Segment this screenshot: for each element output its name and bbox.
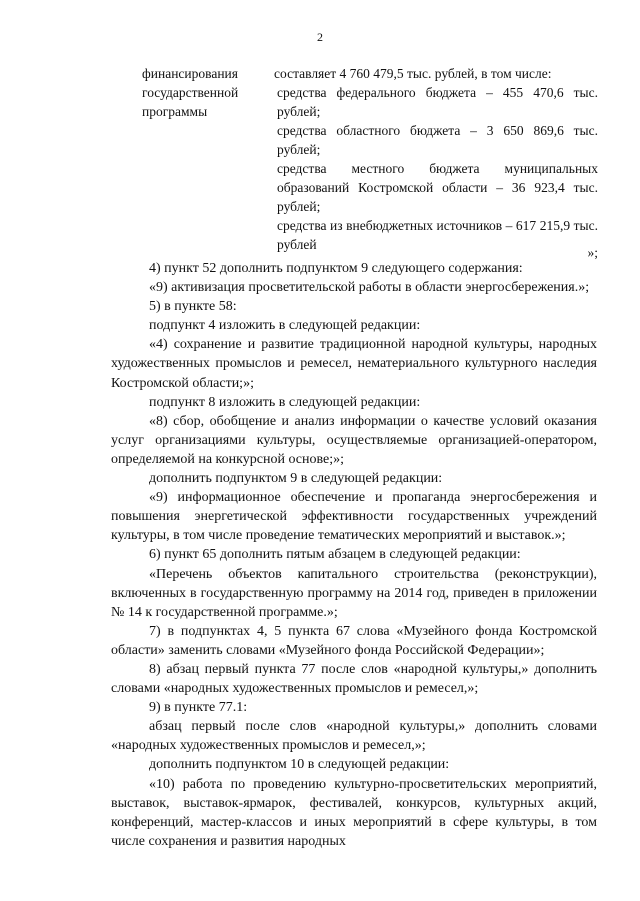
paragraph: подпункт 4 изложить в следующей редакции: (149, 318, 421, 334)
funding-total: составляет 4 760 479,5 тыс. рублей, в том числе: (274, 66, 552, 81)
paragraph: «Перечень объектов капитального строительства (реконструкции), включенных в государственную программу на 2014 год, приведен в приложении № 14 к государственной программе.»; (111, 566, 597, 620)
paragraph: абзац первый после слов «народной культуры,» дополнить словами «народных художественных промыслов и ремесел,»; (111, 719, 597, 754)
paragraph: 6) пункт 65 дополнить пятым абзацем в следующей редакции: (149, 547, 521, 563)
paragraph: 8) абзац первый пункта 77 после слов «народной культуры,» дополнить словами «народных художественных промыслов и ремесел,»; (111, 661, 597, 697)
table-closing-quote: »; (587, 245, 598, 260)
funding-extrabudgetary: средства из внебюджетных источников – 617 215,9 тыс. рублей (277, 218, 598, 252)
paragraph: «9) информационное обеспечение и пропаганда энергосбережения и повышения энергетической эффективности государственных учреждений культуры, в том числе проведение тематических мероприятий и выставок.»; (111, 490, 597, 544)
page-number: 2 (317, 30, 323, 44)
paragraph: «9) активизация просветительской работы в области энергосбережения.»; (149, 280, 590, 296)
funding-federal: средства федерального бюджета – 455 470,6 тыс. рублей; (277, 85, 598, 119)
paragraph: 4) пункт 52 дополнить подпунктом 9 следующего содержания: (149, 261, 523, 276)
paragraph: подпункт 8 изложить в следующей редакции: (149, 394, 421, 410)
paragraph: 7) в подпунктах 4, 5 пункта 67 слова «Музейного фонда Костромской области» заменить словами «Музейного фонда Российской Федерации»; (111, 623, 597, 658)
paragraph: «8) сбор, обобщение и анализ информации о качестве условий оказания услуг организациями культуры, осуществляемые организацией-оператором, определяемой на конкурсной основе;»; (111, 413, 597, 467)
funding-table-label: финансирования государственной программы (142, 66, 239, 119)
funding-regional: средства областного бюджета – 3 650 869,6 тыс. рублей; (277, 123, 598, 157)
funding-municipal: средства местного бюджета муниципальных образований Костромской области – 36 923,4 тыс. рублей; (277, 161, 598, 214)
paragraph: «10) работа по проведению культурно-просветительских мероприятий, выставок, выставок-ярмарок, фестивалей, конкурсов, культурных акций, конференций, мастер-классов и иных мероприятий в сфере культуры, в том числе сохранения и развития народных (111, 776, 597, 849)
paragraph: 9) в пункте 77.1: (149, 700, 248, 716)
paragraph: «4) сохранение и развитие традиционной народной культуры, народных художественных промыслов и ремесел, нематериального культурного наследия Костромской области;»; (111, 337, 597, 391)
paragraph: дополнить подпунктом 9 в следующей редакции: (149, 471, 443, 487)
document-body (111, 259, 597, 851)
paragraph: дополнить подпунктом 10 в следующей редакции: (149, 757, 450, 773)
funding-table-values (274, 64, 598, 254)
paragraph: 5) в пункте 58: (149, 299, 237, 315)
